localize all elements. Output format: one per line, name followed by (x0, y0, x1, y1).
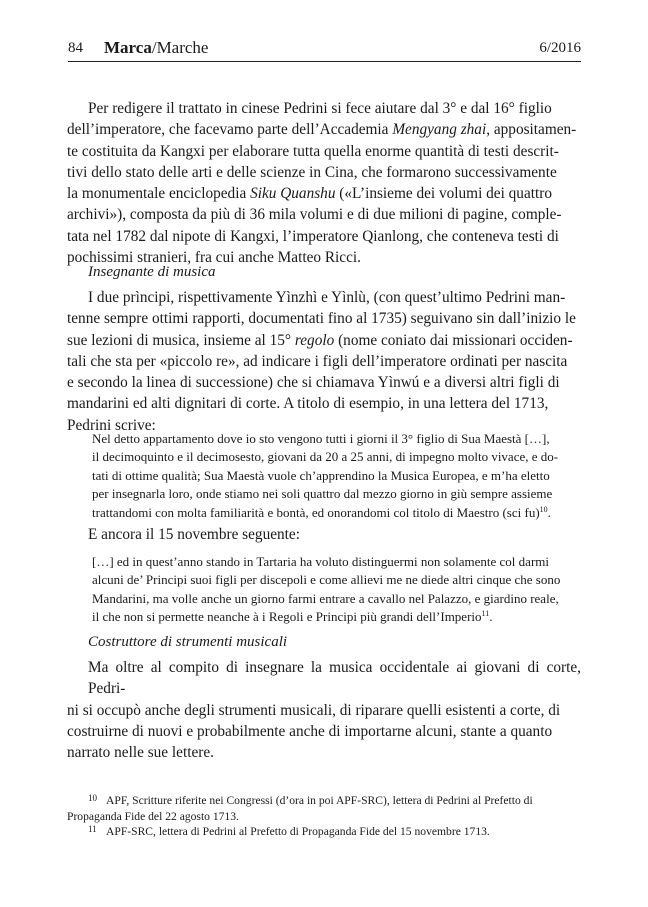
footnote-number: 10 (88, 793, 97, 803)
paragraph-4 (67, 657, 581, 763)
footnote-ref-10: 10 (539, 504, 548, 514)
quote1-line: tati di ottime qualità; Sua Maestà vuole ch’apprendino la Musica Europea, e m’ha eletto (92, 467, 550, 483)
quote1-line: il decimoquinto e il decimosesto, giovani da 20 a 25 anni, di impegno molto vivace, e do- (92, 449, 559, 465)
p4-line: ni si occupò anche degli strumenti musicali, di riparare quelli esistenti a corte, di (67, 701, 561, 719)
p1-line: la monumentale enciclopedia Siku Quanshu («L’insieme dei volumi dei quattro (67, 185, 552, 203)
section-heading-music-teacher: Insegnante di musica (88, 264, 216, 280)
journal-title (104, 38, 208, 58)
issue-number: 6/2016 (539, 40, 581, 56)
p4-line: costruirne di nuovi e probabilmente anche di importarne alcuni, stante a quanto (67, 722, 553, 740)
quote2-line: […] ed in quest’anno stando in Tartaria ha voluto distinguermi non solamente col darmi (92, 554, 549, 569)
p2-line: mandarini ed alti dignitari di corte. A titolo di esempio, in una lettera del 1713, (67, 395, 549, 413)
p2-line: tali che sta per «piccolo re», ad indicare i figli dell’imperatore ordinati per nascita (67, 352, 568, 370)
section-heading-instrument-maker: Costruttore di strumenti musicali (88, 634, 288, 650)
footnote-line: 11 APF-SRC, lettera di Pedrini al Prefetto di Propaganda Fide del 15 novembre 1713. (88, 824, 490, 838)
p1-line: dell’imperatore, che facevamo parte dell’Accademia Mengyang zhai, appositamen- (67, 121, 577, 139)
paragraph-3: E ancora il 15 novembre seguente: (88, 526, 300, 543)
quote2-line: Mandarini, ma volle anche un giorno farmi entrare a cavallo nel Palazzo, e giardino reale, (92, 590, 559, 606)
p2-line: sue lezioni di musica, insieme al 15° regolo (nome coniato dai missionari occiden- (67, 331, 573, 349)
block-quote-2 (92, 553, 580, 627)
journal-title-bold: Marca (104, 38, 152, 57)
p4-line: Ma oltre al compito di insegnare la musica occidentale ai giovani di corte, Pedri- (88, 659, 581, 698)
encyclopedia-name: Siku Quanshu (250, 185, 336, 203)
quote1-line: Nel detto appartamento dove io sto vengono tutti i giorni il 3° figlio di Sua Maestà […], (92, 431, 550, 446)
p2-line: Pedrini scrive: (67, 416, 156, 434)
journal-title-rest: /Marche (151, 38, 209, 57)
p4-line: narrato nelle sue lettere. (67, 744, 214, 762)
p1-line: tata nel 1782 dal nipote di Kangxi, l’imperatore Qianlong, che conteneva testi di (67, 227, 559, 245)
p1-line: tivi dello stato delle arti e delle scienze in Cina, che formarono successivamente (67, 163, 557, 181)
p1-line: pochissimi stranieri, fra cui anche Matteo Ricci. (67, 249, 361, 267)
quote1-line: trattandomi con molta familiarità e bontà, ed onorandomi col titolo di Maestro (sci fu)$^{10}$. (92, 504, 551, 520)
paragraph-2 (67, 287, 581, 436)
quote2-line: il che non si permette neanche à i Regoli e Principi più grandi dell’Imperio$^{11}$. (92, 609, 493, 625)
quote1-line: per insegnarla loro, onde stiamo nei soli quattro dal mezzo giorno in giù sempre assieme (92, 486, 553, 502)
footnote-line: 10 APF, Scritture riferite nei Congressi (d’ora in poi APF-SRC), lettera di Pedrini al Prefetto di (88, 793, 533, 807)
quote2-line: alcuni de’ Principi suoi figli per discepoli e come allievi me ne diede altri cinque che sono (92, 572, 561, 588)
p2-line: e secondo la linea di successione) che si chiamava Yìnwú e a diversi altri figli di (67, 374, 560, 392)
p1-line: te costituita da Kangxi per elaborare tutta quella enorme quantità di testi descrit- (67, 142, 559, 160)
regolo-term: regolo (294, 331, 335, 349)
running-header (68, 38, 581, 60)
academy-name: Mengyang zhai (392, 121, 487, 139)
footnote-11 (88, 822, 581, 840)
p1-line: archivi»), composta da più di 36 mila volumi e di due milioni di pagine, comple- (67, 206, 562, 224)
p1-line: Per redigere il trattato in cinese Pedrini si fece aiutare dal 3° e dal 16° figlio (88, 100, 552, 117)
p2-line: I due prìncipi, rispettivamente Yìnzhì e Yìnlù, (con quest’ultimo Pedrini man- (88, 289, 566, 306)
footnote-line: Propaganda Fide del 22 agosto 1713. (67, 809, 239, 823)
p2-line: tenne sempre ottimi rapporti, documentati fino al 1735) seguivano sin dall’inizio le (67, 310, 576, 328)
footnote-10 (67, 791, 581, 824)
footnote-number: 11 (88, 824, 97, 834)
header-rule (68, 61, 581, 62)
page-number: 84 (68, 40, 83, 56)
footnote-ref-11: 11 (481, 609, 490, 619)
block-quote-1 (92, 430, 580, 522)
paragraph-1 (67, 98, 581, 268)
